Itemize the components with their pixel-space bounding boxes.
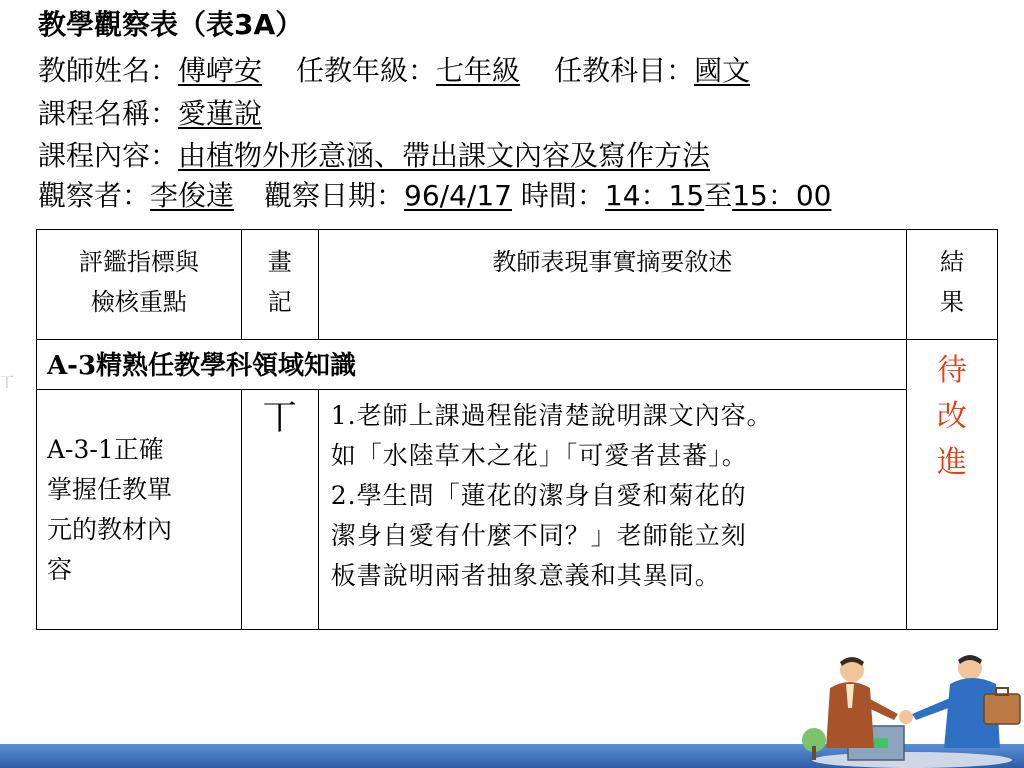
header-result-line2: 果 [940,288,965,316]
description-cell [318,390,906,630]
course-content-label: 課程內容： [38,139,179,172]
course-name-line [38,95,262,133]
time-label: 時間： [520,179,605,212]
indicator-line: 掌握任教單 [47,475,173,504]
description-line: 如「水陸草木之花」「可愛者甚蕃」。 [330,441,748,470]
result-char-2: 改 [937,399,968,434]
header-indicator-line1: 評鑑指標與 [78,248,199,276]
date-label: 觀察日期： [264,179,405,212]
grade-label: 任教年級： [296,54,437,87]
header-indicator-line2: 檢核重點 [90,288,187,316]
header-mark-line1: 畫 [267,248,292,276]
teacher-info-line [38,52,750,90]
course-name-value: 愛蓮說 [178,97,263,130]
time-start: 14：15 [604,179,705,212]
header-description-cell: 教師表現事實摘要敘述 [318,230,906,340]
table-header-row [37,230,998,340]
observer-line [38,177,831,215]
header-result-line1: 結 [940,248,965,276]
tally-mark: 丅 [262,398,297,438]
header-result-cell [907,230,998,340]
date-value: 96/4/17 [404,179,512,212]
subject-value: 國文 [694,54,751,87]
result-cell [907,340,998,630]
grade-value: 七年級 [436,54,521,87]
header-mark-line2: 記 [267,288,292,316]
teacher-label: 教師姓名： [38,54,179,87]
observer-label: 觀察者： [38,179,151,212]
description-line: 1.老師上課過程能清楚說明課文內容。 [330,401,773,430]
header-indicator-cell [37,230,242,340]
description-line: 板書說明兩者抽象意義和其異同。 [330,561,721,590]
handshake-clipart-icon [800,648,1024,768]
course-content-line [38,137,710,175]
course-content-value: 由植物外形意涵、帶出課文內容及寫作方法 [178,139,711,172]
time-to: 至 [704,179,733,212]
indicator-cell [37,390,242,630]
indicator-line: A-3-1正確 [47,435,164,464]
observer-value: 李俊達 [150,179,235,212]
result-char-3: 進 [937,445,968,480]
mark-cell [241,390,318,630]
indicator-line: 元的教材內 [47,515,173,544]
course-name-label: 課程名稱： [38,97,179,130]
page-title: 教學觀察表（表3A） [38,8,304,41]
description-line: 潔身自愛有什麼不同？」老師能立刻 [330,521,747,550]
header-mark-cell [241,230,318,340]
teacher-name: 傅嵉安 [178,54,263,87]
description-line: 2.學生問「蓮花的潔身自愛和菊花的 [330,481,747,510]
subject-label: 任教科目： [554,54,695,87]
side-mark: 丅 [0,375,14,391]
indicator-line: 容 [47,555,73,584]
table-row [37,390,998,630]
result-char-1: 待 [937,353,968,388]
observation-table [36,229,998,630]
section-row [37,340,998,390]
section-title: A-3精熟任教學科領域知識 [37,340,907,390]
time-end: 15：00 [732,179,832,212]
